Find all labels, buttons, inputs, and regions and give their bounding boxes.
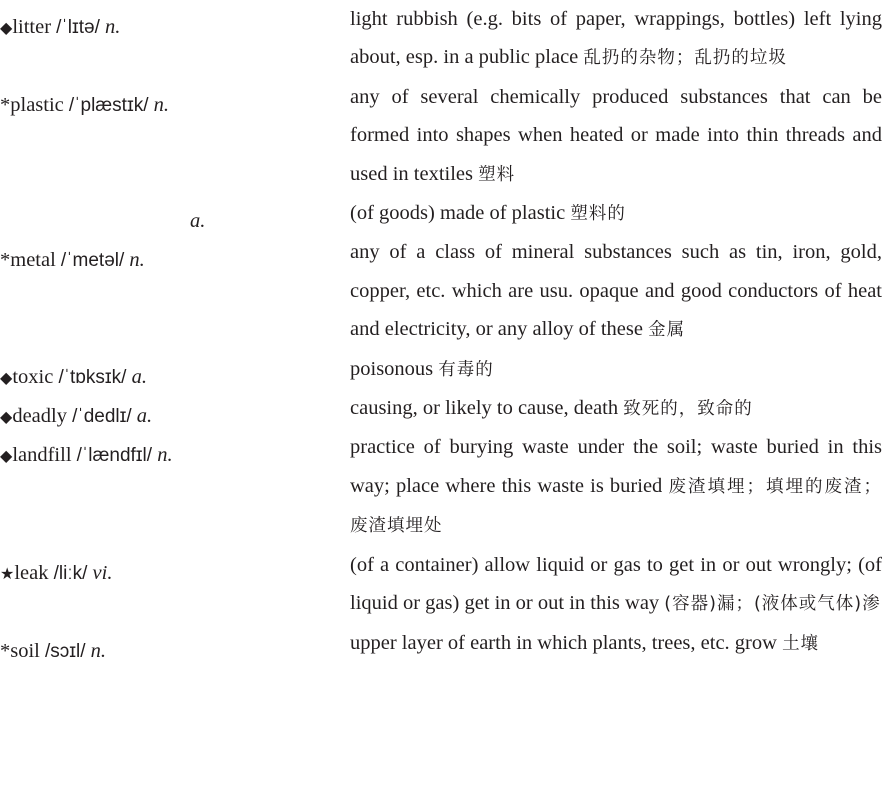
chinese-translation: (容器)漏；(液体或气体)渗: [664, 594, 881, 615]
entry-soil: [0, 624, 885, 663]
pronunciation: /liːk/: [53, 562, 88, 584]
chinese-translation: 土壤: [782, 633, 820, 654]
definition: [350, 624, 882, 663]
definition-text: poisonous: [350, 357, 434, 380]
entry-headword: [0, 86, 169, 125]
asterisk-marker: *: [0, 249, 11, 272]
entry-litter: [0, 0, 885, 78]
headword: landfill: [12, 444, 72, 467]
entry-headword: [0, 436, 173, 475]
pronunciation: /ˈplæstɪk/: [68, 94, 149, 116]
definition: [350, 428, 882, 545]
part-of-speech: a.: [131, 365, 147, 388]
definition: [350, 389, 882, 428]
headword: metal: [10, 249, 56, 272]
definition-text: (of goods) made of plastic: [350, 202, 566, 225]
pronunciation: /ˈlɪtə/: [56, 17, 100, 38]
entry-plastic: [0, 78, 885, 194]
diamond-icon: ◆: [0, 446, 13, 466]
chinese-translation: 致死的，致命的: [623, 399, 753, 420]
headword: soil: [10, 639, 40, 662]
headword: litter: [12, 16, 52, 38]
definition-text: causing, or likely to cause, death: [350, 397, 619, 420]
part-of-speech: vi.: [92, 561, 113, 584]
part-of-speech: a.: [190, 210, 206, 233]
pronunciation: /ˈtɒksɪk/: [58, 366, 127, 388]
part-of-speech: n.: [105, 16, 121, 38]
chinese-translation: 金属: [648, 320, 686, 341]
diamond-icon: ◆: [0, 407, 13, 427]
definition-text: practice of burying waste under the soil; waste buried in this way; place where this waste is buried: [350, 436, 882, 497]
chinese-translation: 塑料的: [570, 204, 626, 225]
entry-plastic-adjective: [0, 194, 885, 233]
definition: [350, 233, 882, 349]
chinese-translation: 塑料: [478, 164, 516, 185]
definition-text: upper layer of earth in which plants, trees, etc. grow: [350, 631, 777, 654]
definition-text: any of a class of mineral substances such as tin, iron, gold, copper, etc. which are usu. opaque and good conductors of heat and electricity, or any alloy of these: [350, 241, 882, 341]
chinese-translation: 有毒的: [438, 359, 494, 380]
definition: [350, 350, 882, 389]
part-of-speech: n.: [153, 93, 169, 116]
definition-text: (of a container) allow liquid or gas to get in or out wrongly; (of liquid or gas) get in or out in this way: [350, 553, 882, 615]
part-of-speech: n.: [129, 249, 145, 272]
definition: [350, 194, 882, 233]
pronunciation: /sɔɪl/: [45, 640, 86, 662]
entry-headword: [0, 241, 145, 280]
entry-metal: [0, 233, 885, 349]
headword: leak: [14, 561, 49, 584]
entry-toxic: [0, 350, 885, 389]
definition: [350, 78, 882, 194]
headword: plastic: [10, 93, 64, 116]
headword: toxic: [12, 365, 54, 388]
part-of-speech: n.: [90, 639, 107, 662]
chinese-translation: 乱扔的杂物；乱扔的垃圾: [583, 48, 787, 69]
pronunciation: /ˈmetəl/: [60, 250, 125, 272]
star-icon: ★: [0, 563, 15, 583]
entry-headword: [0, 632, 106, 671]
definition-text: any of several chemically produced substances that can be formed into shapes when heated or made into thin threads and used in textiles: [350, 85, 882, 185]
definition: [350, 546, 882, 624]
entry-headword: [0, 8, 120, 47]
diamond-icon: ◆: [0, 367, 13, 387]
headword: deadly: [12, 405, 67, 428]
chinese-translation: 废渣填埋；填埋的废渣；废渣填埋处: [350, 476, 883, 537]
entry-landfill: [0, 428, 885, 545]
definition: [350, 0, 882, 78]
definition-text: light rubbish (e.g. bits of paper, wrappings, bottles) left lying about, esp. in a public place: [350, 8, 882, 69]
asterisk-marker: *: [0, 639, 11, 662]
diamond-icon: ◆: [0, 18, 13, 37]
pronunciation: /ˈdedlɪ/: [72, 406, 132, 428]
entry-headword: [0, 554, 112, 593]
entry-leak: [0, 546, 885, 624]
part-of-speech: a.: [136, 405, 153, 428]
entry-deadly: [0, 389, 885, 428]
asterisk-marker: *: [0, 93, 11, 116]
part-of-speech: n.: [157, 444, 173, 467]
pronunciation: /ˈlændfɪl/: [76, 445, 153, 467]
